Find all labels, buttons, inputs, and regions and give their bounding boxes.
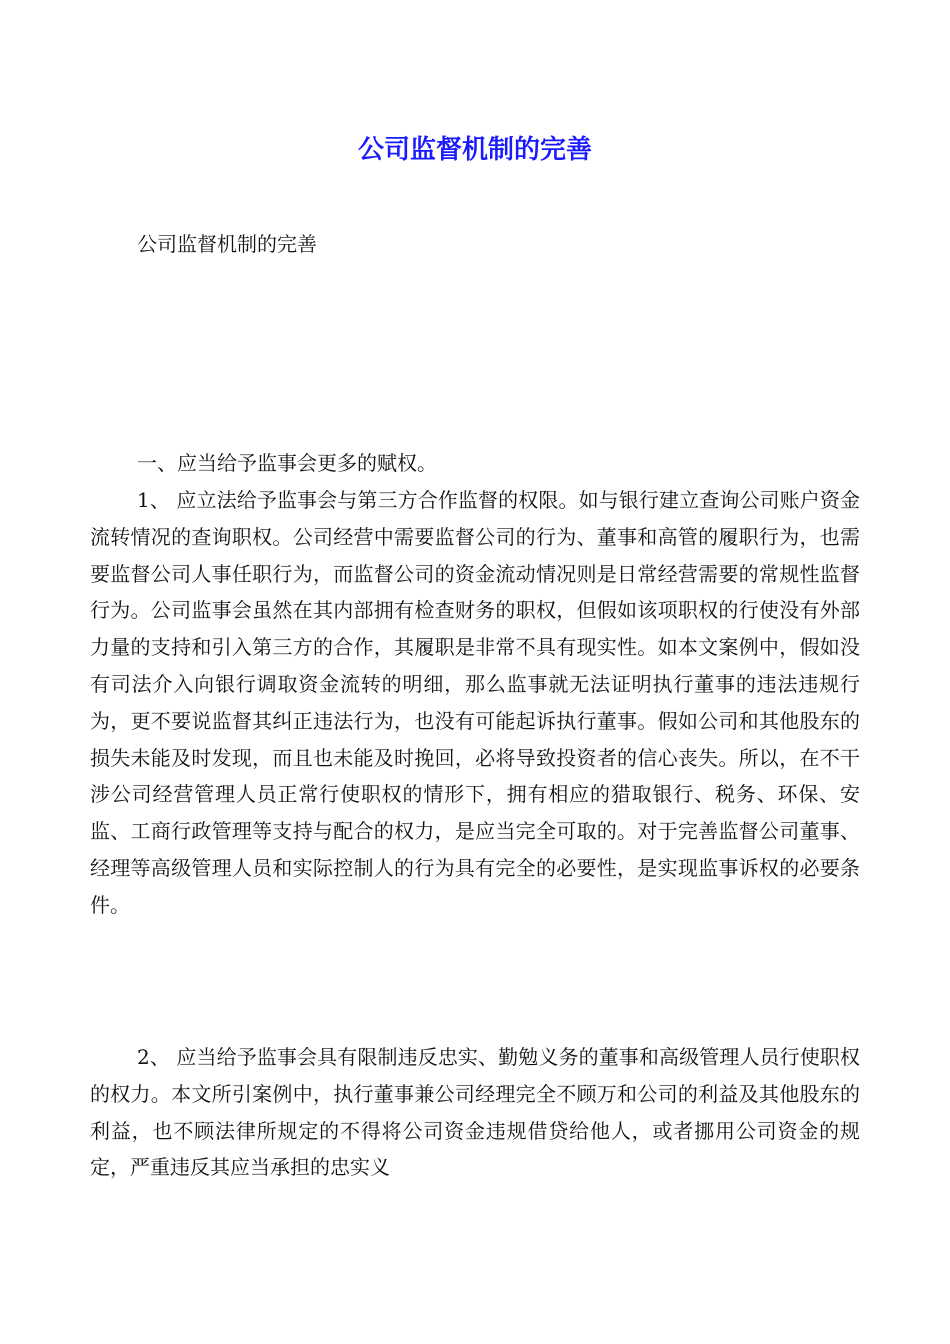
- section-heading: 一、应当给予监事会更多的赋权。: [137, 451, 437, 475]
- paragraph-2: 2、 应当给予监事会具有限制违反忠实、勤勉义务的董事和高级管理人员行使职权的权力。本文所引案例中，执行董事兼公司经理完全不顾万和公司的利益及其他股东的利益，也不顾法律所规定的不得将公司资金违规借贷给他人，或者挪用公司资金的规定，严重违反其应当承担的忠实义: [90, 1045, 860, 1180]
- document-subtitle: 公司监督机制的完善: [137, 232, 317, 256]
- paragraph-1: 1、 应立法给予监事会与第三方合作监督的权限。如与银行建立查询公司账户资金流转情况的查询职权。公司经营中需要监督公司的行为、董事和高管的履职行为，也需要监督公司人事任职行为，而监督公司的资金流动情况则是日常经营需要的常规性监督行为。公司监事会虽然在其内部拥有检查财务的职权，但假如该项职权的行使没有外部力量的支持和引入第三方的合作，其履职是非常不具有现实性。如本文案例中，假如没有司法介入向银行调取资金流转的明细，那么监事就无法证明执行董事的违法违规行为，更不要说监督其纠正违法行为，也没有可能起诉执行董事。假如公司和其他股东的损失未能及时发现，而且也未能及时挽回，必将导致投资者的信心丧失。所以，在不干涉公司经营管理人员正常行使职权的情形下，拥有相应的猎取银行、税务、环保、安监、工商行政管理等支持与配合的权力，是应当完全可取的。对于完善监督公司董事、经理等高级管理人员和实际控制人的行为具有完全的必要性，是实现监事诉权的必要条件。: [90, 488, 860, 917]
- document-title: 公司监督机制的完善: [357, 135, 592, 165]
